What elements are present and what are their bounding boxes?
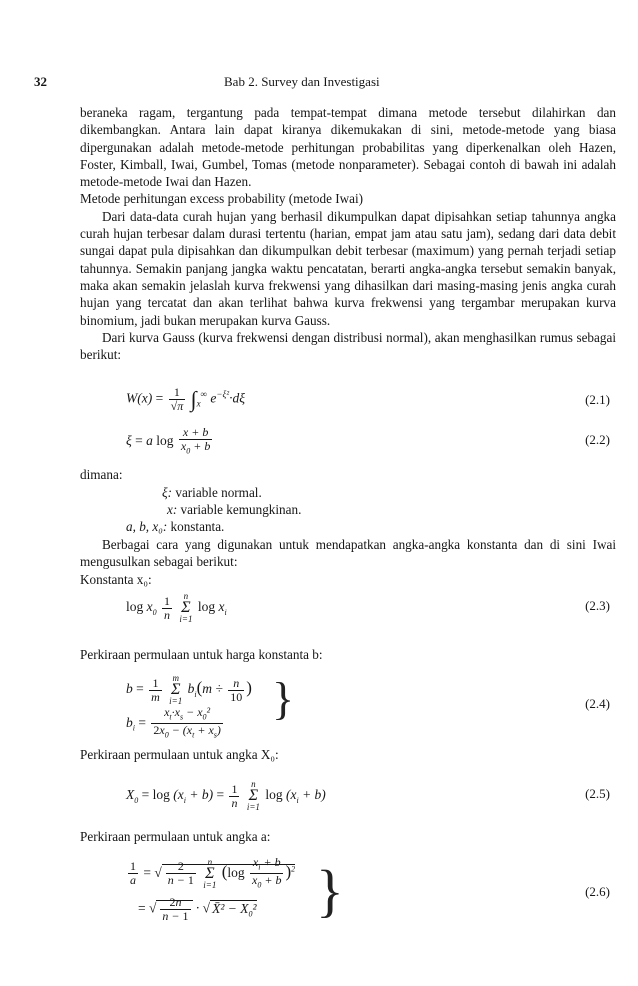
definition-list bbox=[110, 484, 510, 535]
equation-2-4 bbox=[80, 673, 616, 740]
equation-number: (2.2) bbox=[585, 432, 610, 447]
equation-number: (2.6) bbox=[585, 884, 610, 899]
formula-sqrt-2n: = √ $\frac{2n}{n - 1}$ · √ X̄² − $X_0^2$ bbox=[138, 895, 257, 923]
paragraph-gauss-curve: Dari kurva Gauss (kurva frekwensi dengan distribusi normal), akan menghasilkan rumus sebagai berikut: bbox=[80, 329, 616, 363]
label-a-block bbox=[80, 828, 616, 845]
formula-bi: $b_i$ = $\frac{x_t\cdot x_s - x_0^2}{2x_0 - (x_t + x_s)}$ bbox=[126, 705, 221, 740]
dimana-label: dimana: bbox=[80, 467, 123, 482]
label-x0-block bbox=[80, 746, 616, 763]
equation-2-6 bbox=[80, 856, 616, 926]
equation-2-3 bbox=[80, 592, 616, 626]
paragraph-rainfall-data: Dari data-data curah hujan yang berhasil dikumpulkan dapat dipisahkan setiap tahunnya angka curah hujan terbesar dalam durasi tertentu (harian, empat jam atau satu jam), sedang dari data debit sungai dapat pula dipisahkan dan dikumpulkan debit terbesar (maximum) yang pernah terjadi setiap tahunnya. Semakin panjang jangka waktu pencatatan, berarti angka-angka tersebut semakin banyak, maka akan semakin jelaslah kurva frekwensi yang dihasilkan dari masing-masing jenis angka curah hujan yang tercatat dan akan terlihat bahwa kurva frekwensi yang tergambar merupakan kurva binomium, jadi bukan merupakan kurva Gauss. bbox=[80, 208, 616, 328]
label-constant-b: Perkiraan permulaan untuk harga konstanta b: bbox=[80, 647, 323, 662]
equation-2-5 bbox=[80, 780, 616, 814]
label-konstanta-x0: Konstanta x₀: bbox=[80, 571, 152, 587]
body-text-iwai bbox=[80, 536, 616, 588]
equation-number: (2.4) bbox=[585, 696, 610, 711]
formula-X0: $X_0 = \log (x_i + b)$ = $\frac{1}{n}$ n Σ i=1 $\log (x_i + b)$ bbox=[126, 779, 326, 812]
definitions-block bbox=[80, 466, 616, 483]
formula-log-x0: $\log x_0$ $\frac{1}{n}$ n Σ i=1 $\log x_i$ bbox=[126, 591, 227, 624]
label-b-block bbox=[80, 646, 616, 663]
definition-item: x: variable kemungkinan. bbox=[167, 502, 302, 517]
equation-number: (2.1) bbox=[585, 392, 610, 407]
equation-number: (2.5) bbox=[585, 786, 610, 801]
equation-2-1 bbox=[80, 386, 616, 420]
body-text-top bbox=[80, 104, 616, 363]
page-number: 32 bbox=[34, 74, 47, 89]
right-brace: } bbox=[272, 673, 295, 724]
definition-item: ξ: variable normal. bbox=[162, 485, 262, 500]
definition-item: a, b, x₀: konstanta. bbox=[126, 519, 225, 534]
formula-b: b = $\frac{1}{m}$ m Σ i=1 $b_i(m$ ÷ $\frac{n}{10}$ ) bbox=[126, 673, 252, 706]
formula-xi: ξ = a log $\frac{x + b}{x_0 + b}$ bbox=[126, 425, 211, 456]
right-brace: } bbox=[316, 858, 344, 923]
equation-2-2 bbox=[80, 426, 616, 460]
paragraph-iwai-proposal: Berbagai cara yang digunakan untuk mendapatkan angka-angka konstanta dan di sini Iwai mengusulkan sebagai berikut: bbox=[80, 537, 616, 570]
formula-one-over-a: $\frac{1}{a}$ = √ $\frac{2}{n - 1}$ n Σ i=1 (log $\frac{x_i + b}{x_0 + b}$ )$^2$ bbox=[130, 855, 296, 890]
label-angka-x0: Perkiraan permulaan untuk angka X₀: bbox=[80, 747, 279, 762]
equation-number: (2.3) bbox=[585, 598, 610, 613]
label-angka-a: Perkiraan permulaan untuk angka a: bbox=[80, 829, 271, 844]
heading-iwai-method: Metode perhitungan excess probability (metode Iwai) bbox=[80, 191, 364, 207]
paragraph-methods: beraneka ragam, tergantung pada tempat-tempat dimana metode tersebut dilahirkan dan dikembangkan. Antara lain dapat kiranya dikemukakan di sini, metode-metode yang biasa dipergunakan adalah metode-metode perhitungan probabilitas yang diperkenalkan oleh Hazen, Foster, Kimball, Iwai, Gumbel, Tomas (metode nonparameter). Sebagai contoh di bawah ini adalah metode-metode Iwai dan Hazen. bbox=[80, 105, 616, 190]
formula-w-of-x: W(x) = $\frac{1}{√\pi}$ $\int_x^\infty$ $e^{-\xi^2}\cdot d\xi$ bbox=[126, 385, 245, 413]
running-header: Bab 2. Survey dan Investigasi bbox=[224, 74, 380, 89]
